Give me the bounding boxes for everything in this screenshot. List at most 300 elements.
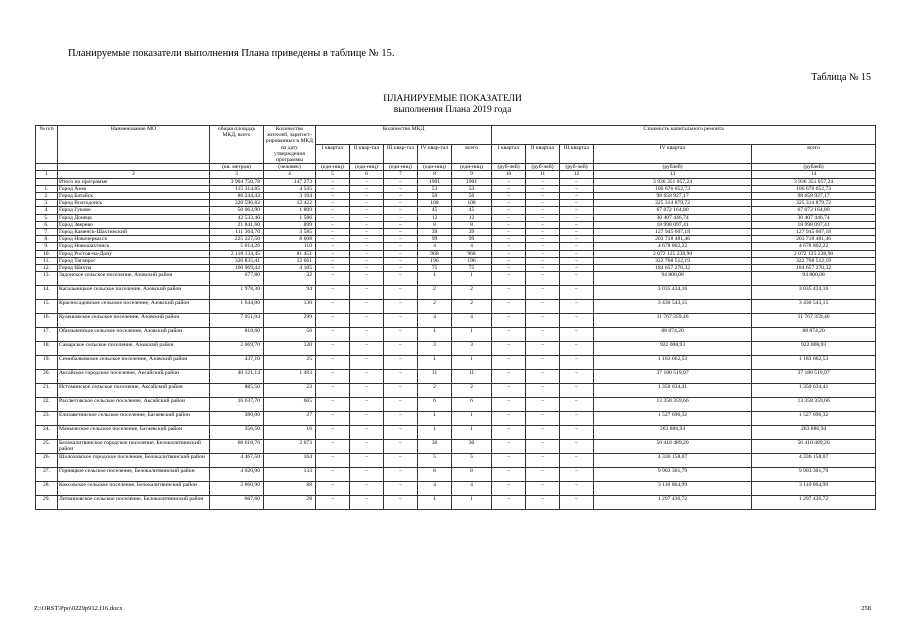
- row-cost-q4: 88 874,20: [594, 328, 752, 342]
- row-cost-q4: 94 800,08: [594, 272, 752, 286]
- row-mkd-q1: –: [316, 412, 350, 426]
- row-cost-q2: –: [526, 185, 560, 192]
- row-mkd-total: 12: [452, 214, 492, 221]
- row-number: 25.: [36, 440, 58, 454]
- row-residents: 4 535: [264, 185, 316, 192]
- row-mkd-q2: –: [350, 468, 384, 482]
- row-residents: 25: [264, 356, 316, 370]
- row-cost-q2: –: [526, 236, 560, 243]
- row-cost-q3: –: [560, 243, 594, 250]
- row-cost-q4: 18 998 097,41: [594, 221, 752, 228]
- row-cost-q4: 2 072 125 238,90: [594, 250, 752, 257]
- hdr-mo: Наименование МО: [58, 126, 210, 164]
- row-area: 356,50: [210, 426, 264, 440]
- row-cost-q3: –: [560, 314, 594, 328]
- row-cost-q3: –: [560, 370, 594, 384]
- row-cost-total: 37 180 519,97: [752, 370, 876, 384]
- hdr-unit-res: (человек): [264, 164, 316, 171]
- row-cost-q1: –: [492, 356, 526, 370]
- row-cost-q3: –: [560, 214, 594, 221]
- row-mkd-q1: –: [316, 214, 350, 221]
- col-number: 10: [492, 171, 526, 178]
- row-mkd-q1: –: [316, 207, 350, 214]
- row-mkd-q2: –: [350, 200, 384, 207]
- row-mkd-total: 30: [452, 440, 492, 454]
- hdr-q3: III квар-тал: [384, 145, 418, 164]
- row-cost-q4: 4 336 158,07: [594, 454, 752, 468]
- row-cost-q1: –: [492, 370, 526, 384]
- row-area: 50 063,90: [210, 207, 264, 214]
- row-mkd-q2: –: [350, 426, 384, 440]
- col-number: 13: [594, 171, 752, 178]
- row-cost-total: 56 410 489,20: [752, 440, 876, 454]
- row-mkd-q4: 108: [418, 200, 452, 207]
- footer-file-path: Z:\ORST\Ppo\0229p912.f16.docx: [34, 605, 123, 612]
- row-area: 42 533,40: [210, 214, 264, 221]
- row-mkd-q3: –: [384, 178, 418, 185]
- row-residents: 16: [264, 426, 316, 440]
- row-cost-q3: –: [560, 207, 594, 214]
- hdr-cq3: III квартал: [560, 145, 594, 164]
- row-residents: 23: [264, 384, 316, 398]
- table-row: [36, 243, 876, 250]
- row-cost-q2: –: [526, 207, 560, 214]
- row-mkd-q3: –: [384, 200, 418, 207]
- row-mkd-q4: 1: [418, 272, 452, 286]
- row-mo-name: Итого по программе: [58, 178, 210, 185]
- row-number: 2.: [36, 193, 58, 200]
- row-mkd-q3: –: [384, 482, 418, 496]
- row-cost-q2: –: [526, 229, 560, 236]
- row-cost-q4: 4 678 802,22: [594, 243, 752, 250]
- row-mkd-total: 11: [452, 370, 492, 384]
- table-row: [36, 426, 876, 440]
- row-cost-q1: –: [492, 468, 526, 482]
- row-mkd-q3: –: [384, 426, 418, 440]
- row-cost-q4: 98 658 927,17: [594, 193, 752, 200]
- row-mkd-q2: –: [350, 250, 384, 257]
- row-number: [36, 178, 58, 185]
- row-number: 6.: [36, 221, 58, 228]
- row-cost-q3: –: [560, 200, 594, 207]
- row-cost-total: 263 886,94: [752, 426, 876, 440]
- row-area: 7 051,04: [210, 314, 264, 328]
- row-mkd-q1: –: [316, 300, 350, 314]
- table-row: [36, 250, 876, 257]
- row-mkd-total: 196: [452, 257, 492, 264]
- column-numbers-row: [36, 171, 876, 178]
- row-cost-q3: –: [560, 468, 594, 482]
- row-cost-total: 3 430 543,15: [752, 300, 876, 314]
- row-cost-total: 322 768 512,19: [752, 257, 876, 264]
- row-mkd-q1: –: [316, 370, 350, 384]
- row-cost-q1: –: [492, 440, 526, 454]
- row-cost-total: 184 657 270,32: [752, 265, 876, 272]
- hdr-unit-cq2: (руб-лей): [526, 164, 560, 171]
- table-row: [36, 178, 876, 185]
- row-mkd-q2: –: [350, 257, 384, 264]
- row-number: 4.: [36, 207, 58, 214]
- table-row: [36, 454, 876, 468]
- row-mkd-q1: –: [316, 286, 350, 300]
- row-mkd-q2: –: [350, 272, 384, 286]
- row-mo-name: Город Новочеркасск: [58, 236, 210, 243]
- row-area: 818,60: [210, 328, 264, 342]
- row-mkd-total: 968: [452, 250, 492, 257]
- row-cost-q4: 30 407 446,74: [594, 214, 752, 221]
- row-area: 667,60: [210, 496, 264, 510]
- row-area: 3 904 750,78: [210, 178, 264, 185]
- row-mkd-total: 1: [452, 328, 492, 342]
- row-number: 10.: [36, 250, 58, 257]
- row-mkd-q1: –: [316, 426, 350, 440]
- row-mkd-q4: 4: [418, 314, 452, 328]
- table-row: [36, 482, 876, 496]
- intro-text: Планируемые показатели выполнения Плана приведены в таблице № 15.: [68, 48, 395, 59]
- hdr-unit-q2: (еди-ниц): [350, 164, 384, 171]
- row-mkd-q2: –: [350, 384, 384, 398]
- row-cost-q2: –: [526, 265, 560, 272]
- row-mkd-q1: –: [316, 440, 350, 454]
- row-number: 24.: [36, 426, 58, 440]
- row-mo-name: Город Донецк: [58, 214, 210, 221]
- row-area: 21 841,60: [210, 221, 264, 228]
- row-cost-q1: –: [492, 236, 526, 243]
- row-mkd-q1: –: [316, 482, 350, 496]
- row-cost-q3: –: [560, 257, 594, 264]
- row-cost-q3: –: [560, 185, 594, 192]
- row-mkd-q1: –: [316, 384, 350, 398]
- hdr-cq2: II квартал: [526, 145, 560, 164]
- hdr-unit-cq1: (руб-лей): [492, 164, 526, 171]
- row-residents: 2 673: [264, 440, 316, 454]
- row-mkd-total: 1901: [452, 178, 492, 185]
- row-mkd-q1: –: [316, 272, 350, 286]
- row-mkd-q1: –: [316, 398, 350, 412]
- row-mkd-q3: –: [384, 342, 418, 356]
- col-number: 2: [58, 171, 210, 178]
- row-mkd-q4: 2: [418, 286, 452, 300]
- row-cost-q1: –: [492, 257, 526, 264]
- title-line-2: выполнения Плана 2019 года: [393, 105, 512, 115]
- row-area: 326 835,41: [210, 257, 264, 264]
- row-cost-q3: –: [560, 482, 594, 496]
- row-cost-q2: –: [526, 300, 560, 314]
- row-mkd-q1: –: [316, 356, 350, 370]
- row-cost-total: 2 072 125 238,90: [752, 250, 876, 257]
- row-mo-name: Город Волгодонск: [58, 200, 210, 207]
- row-cost-q1: –: [492, 426, 526, 440]
- row-mo-name: Белокалитвинское городское поселение, Белокалитвинский район: [58, 440, 210, 454]
- row-mkd-total: 3: [452, 342, 492, 356]
- row-mkd-total: 53: [452, 185, 492, 192]
- row-cost-q2: –: [526, 482, 560, 496]
- row-area: 111 364,70: [210, 229, 264, 236]
- row-mkd-q2: –: [350, 412, 384, 426]
- col-number: 1: [36, 171, 58, 178]
- row-mkd-q4: 2: [418, 384, 452, 398]
- row-cost-q3: –: [560, 272, 594, 286]
- row-mkd-q3: –: [384, 193, 418, 200]
- row-mo-name: Рассветовское сельское поселение, Аксайский район: [58, 398, 210, 412]
- row-mkd-q1: –: [316, 314, 350, 328]
- row-cost-q2: –: [526, 398, 560, 412]
- page-number: 258: [861, 605, 871, 612]
- col-number: 8: [418, 171, 452, 178]
- table-row: [36, 342, 876, 356]
- row-mkd-q3: –: [384, 454, 418, 468]
- row-number: 13.: [36, 272, 58, 286]
- row-residents: 94: [264, 286, 316, 300]
- row-mkd-q2: –: [350, 440, 384, 454]
- row-mkd-q4: 75: [418, 265, 452, 272]
- row-residents: 12 422: [264, 200, 316, 207]
- row-cost-q3: –: [560, 328, 594, 342]
- row-cost-q1: –: [492, 482, 526, 496]
- hdr-cq4: IV квартал: [594, 145, 752, 164]
- table-row: [36, 328, 876, 342]
- row-cost-q3: –: [560, 265, 594, 272]
- row-mkd-q1: –: [316, 193, 350, 200]
- row-mo-name: Истоминское сельское поселение, Аксайский район: [58, 384, 210, 398]
- row-cost-q1: –: [492, 265, 526, 272]
- row-residents: 81 451: [264, 250, 316, 257]
- hdr-q1: I квартал: [316, 145, 350, 164]
- row-mkd-total: 1: [452, 426, 492, 440]
- row-area: 40 121,14: [210, 370, 264, 384]
- hdr-unit-ctotal: (рублей): [752, 164, 876, 171]
- row-residents: 8 608: [264, 236, 316, 243]
- col-number: 7: [384, 171, 418, 178]
- row-area: 225 227,50: [210, 236, 264, 243]
- row-cost-total: 18 998 097,41: [752, 221, 876, 228]
- row-number: 14.: [36, 286, 58, 300]
- row-mkd-q3: –: [384, 468, 418, 482]
- row-cost-q1: –: [492, 193, 526, 200]
- row-residents: 3 585: [264, 229, 316, 236]
- row-cost-q1: –: [492, 229, 526, 236]
- row-mkd-q2: –: [350, 236, 384, 243]
- row-cost-q4: 3 936 351 057,24: [594, 178, 752, 185]
- row-mkd-q4: 1: [418, 496, 452, 510]
- row-mkd-q3: –: [384, 384, 418, 398]
- row-mkd-q4: 39: [418, 229, 452, 236]
- row-mkd-total: 4: [452, 243, 492, 250]
- row-mkd-q3: –: [384, 496, 418, 510]
- row-mkd-q4: 1: [418, 356, 452, 370]
- row-cost-q2: –: [526, 286, 560, 300]
- row-cost-q3: –: [560, 178, 594, 185]
- row-cost-q2: –: [526, 221, 560, 228]
- table-title: [0, 94, 905, 116]
- table-row: [36, 356, 876, 370]
- hdr-unit-blank-1: [36, 164, 58, 171]
- row-mo-name: Город Каменск-Шахтинский: [58, 229, 210, 236]
- row-number: 18.: [36, 342, 58, 356]
- row-cost-q3: –: [560, 384, 594, 398]
- row-cost-q4: 184 657 270,32: [594, 265, 752, 272]
- row-cost-q2: –: [526, 426, 560, 440]
- row-cost-q3: –: [560, 286, 594, 300]
- row-mkd-q4: 50: [418, 193, 452, 200]
- row-cost-q1: –: [492, 496, 526, 510]
- row-cost-q4: 263 886,94: [594, 426, 752, 440]
- row-cost-q4: 3 110 064,99: [594, 482, 752, 496]
- row-cost-q2: –: [526, 440, 560, 454]
- row-mkd-q4: 53: [418, 185, 452, 192]
- hdr-total: всего: [452, 145, 492, 164]
- row-number: 23.: [36, 412, 58, 426]
- row-residents: 12 661: [264, 257, 316, 264]
- hdr-unit-q4: (еди-ниц): [418, 164, 452, 171]
- table-row: [36, 412, 876, 426]
- row-cost-q4: 1 297 436,72: [594, 496, 752, 510]
- row-number: 16.: [36, 314, 58, 328]
- row-mo-name: Город Ростов-на-Дону: [58, 250, 210, 257]
- row-cost-total: 1 183 662,53: [752, 356, 876, 370]
- row-cost-q3: –: [560, 398, 594, 412]
- row-mkd-q2: –: [350, 300, 384, 314]
- row-cost-q2: –: [526, 356, 560, 370]
- table-row: [36, 286, 876, 300]
- row-mkd-total: 2: [452, 286, 492, 300]
- row-mkd-q3: –: [384, 300, 418, 314]
- row-area: 2 069,70: [210, 342, 264, 356]
- row-mkd-q4: 196: [418, 257, 452, 264]
- row-residents: 110: [264, 243, 316, 250]
- row-mkd-total: 6: [452, 398, 492, 412]
- row-number: 20.: [36, 370, 58, 384]
- row-mkd-q1: –: [316, 468, 350, 482]
- row-mkd-q3: –: [384, 265, 418, 272]
- row-mkd-total: 1: [452, 496, 492, 510]
- row-residents: 133: [264, 468, 316, 482]
- table-number: Таблица № 15: [811, 72, 871, 83]
- row-number: 5.: [36, 214, 58, 221]
- row-mkd-q2: –: [350, 214, 384, 221]
- row-residents: 1 809: [264, 207, 316, 214]
- row-cost-q4: 67 072 164,80: [594, 207, 752, 214]
- row-cost-total: 1 527 696,32: [752, 412, 876, 426]
- row-mo-name: Шолоховское городское поселение, Белокалитвинский район: [58, 454, 210, 468]
- row-area: 380,00: [210, 412, 264, 426]
- row-cost-total: 1 350 634,41: [752, 384, 876, 398]
- table-row: [36, 468, 876, 482]
- row-mkd-q4: 12: [418, 214, 452, 221]
- row-mkd-q1: –: [316, 250, 350, 257]
- row-cost-total: 9 903 301,79: [752, 468, 876, 482]
- table-row: [36, 440, 876, 454]
- row-mkd-q4: 8: [418, 221, 452, 228]
- row-mkd-total: 2: [452, 384, 492, 398]
- table-row: [36, 314, 876, 328]
- row-residents: 4 105: [264, 265, 316, 272]
- row-mkd-q3: –: [384, 243, 418, 250]
- row-residents: 27: [264, 412, 316, 426]
- row-residents: 56: [264, 328, 316, 342]
- row-mo-name: Горняцкое сельское поселение, Белокалитвинский район: [58, 468, 210, 482]
- row-mkd-q2: –: [350, 496, 384, 510]
- row-mkd-q4: 2: [418, 300, 452, 314]
- row-cost-total: 1 297 436,72: [752, 496, 876, 510]
- row-mkd-q3: –: [384, 250, 418, 257]
- row-mkd-q4: 11: [418, 370, 452, 384]
- row-mo-name: Город Новошахтинск: [58, 243, 210, 250]
- row-cost-q3: –: [560, 229, 594, 236]
- table-row: [36, 236, 876, 243]
- col-number: 5: [316, 171, 350, 178]
- row-cost-q1: –: [492, 384, 526, 398]
- row-cost-q1: –: [492, 328, 526, 342]
- row-cost-q2: –: [526, 314, 560, 328]
- row-cost-q4: 37 180 519,97: [594, 370, 752, 384]
- row-mkd-q3: –: [384, 314, 418, 328]
- row-cost-q3: –: [560, 250, 594, 257]
- row-cost-q1: –: [492, 207, 526, 214]
- col-number: 14: [752, 171, 876, 178]
- row-mkd-total: 1: [452, 272, 492, 286]
- row-mkd-q1: –: [316, 342, 350, 356]
- row-area: 86 244,43: [210, 193, 264, 200]
- row-mo-name: Красносадовское сельское поселение, Азовский район: [58, 300, 210, 314]
- row-cost-q1: –: [492, 286, 526, 300]
- row-mkd-q3: –: [384, 398, 418, 412]
- hdr-cost-group: Стоимость капитального ремонта: [492, 126, 876, 145]
- col-number: 11: [526, 171, 560, 178]
- row-mkd-q3: –: [384, 440, 418, 454]
- row-cost-q4: 1 183 662,53: [594, 356, 752, 370]
- row-area: 1 978,30: [210, 286, 264, 300]
- row-mkd-q4: 1: [418, 426, 452, 440]
- col-number: 6: [350, 171, 384, 178]
- hdr-cq1: I квартал: [492, 145, 526, 164]
- table-row: [36, 398, 876, 412]
- row-cost-q3: –: [560, 221, 594, 228]
- row-mkd-q2: –: [350, 342, 384, 356]
- row-mkd-q2: –: [350, 286, 384, 300]
- title-line-1: ПЛАНИРУЕМЫЕ ПОКАЗАТЕЛИ: [383, 94, 522, 104]
- row-mkd-q1: –: [316, 328, 350, 342]
- row-residents: 1 586: [264, 214, 316, 221]
- row-mkd-q1: –: [316, 178, 350, 185]
- row-mkd-q4: 8: [418, 468, 452, 482]
- row-mkd-q4: 4: [418, 482, 452, 496]
- hdr-unit-total: (еди-ниц): [452, 164, 492, 171]
- row-cost-total: 4 336 158,07: [752, 454, 876, 468]
- row-mkd-q1: –: [316, 236, 350, 243]
- row-mkd-q4: 45: [418, 207, 452, 214]
- row-mkd-q4: 3: [418, 342, 452, 356]
- row-mkd-q2: –: [350, 454, 384, 468]
- row-mkd-total: 5: [452, 454, 492, 468]
- row-area: 68 618,76: [210, 440, 264, 454]
- row-mo-name: Обильненское сельское поселение, Азовский район: [58, 328, 210, 342]
- row-residents: 899: [264, 221, 316, 228]
- row-mkd-q1: –: [316, 454, 350, 468]
- table-row: [36, 384, 876, 398]
- row-cost-q2: –: [526, 257, 560, 264]
- table-row: [36, 229, 876, 236]
- row-mkd-total: 39: [452, 229, 492, 236]
- row-mkd-total: 8: [452, 468, 492, 482]
- row-number: 9.: [36, 243, 58, 250]
- row-cost-q4: 325 314 879,72: [594, 200, 752, 207]
- row-residents: 147 273: [264, 178, 316, 185]
- row-mkd-q4: 1: [418, 412, 452, 426]
- row-cost-q1: –: [492, 250, 526, 257]
- row-mkd-total: 1: [452, 356, 492, 370]
- row-cost-q2: –: [526, 412, 560, 426]
